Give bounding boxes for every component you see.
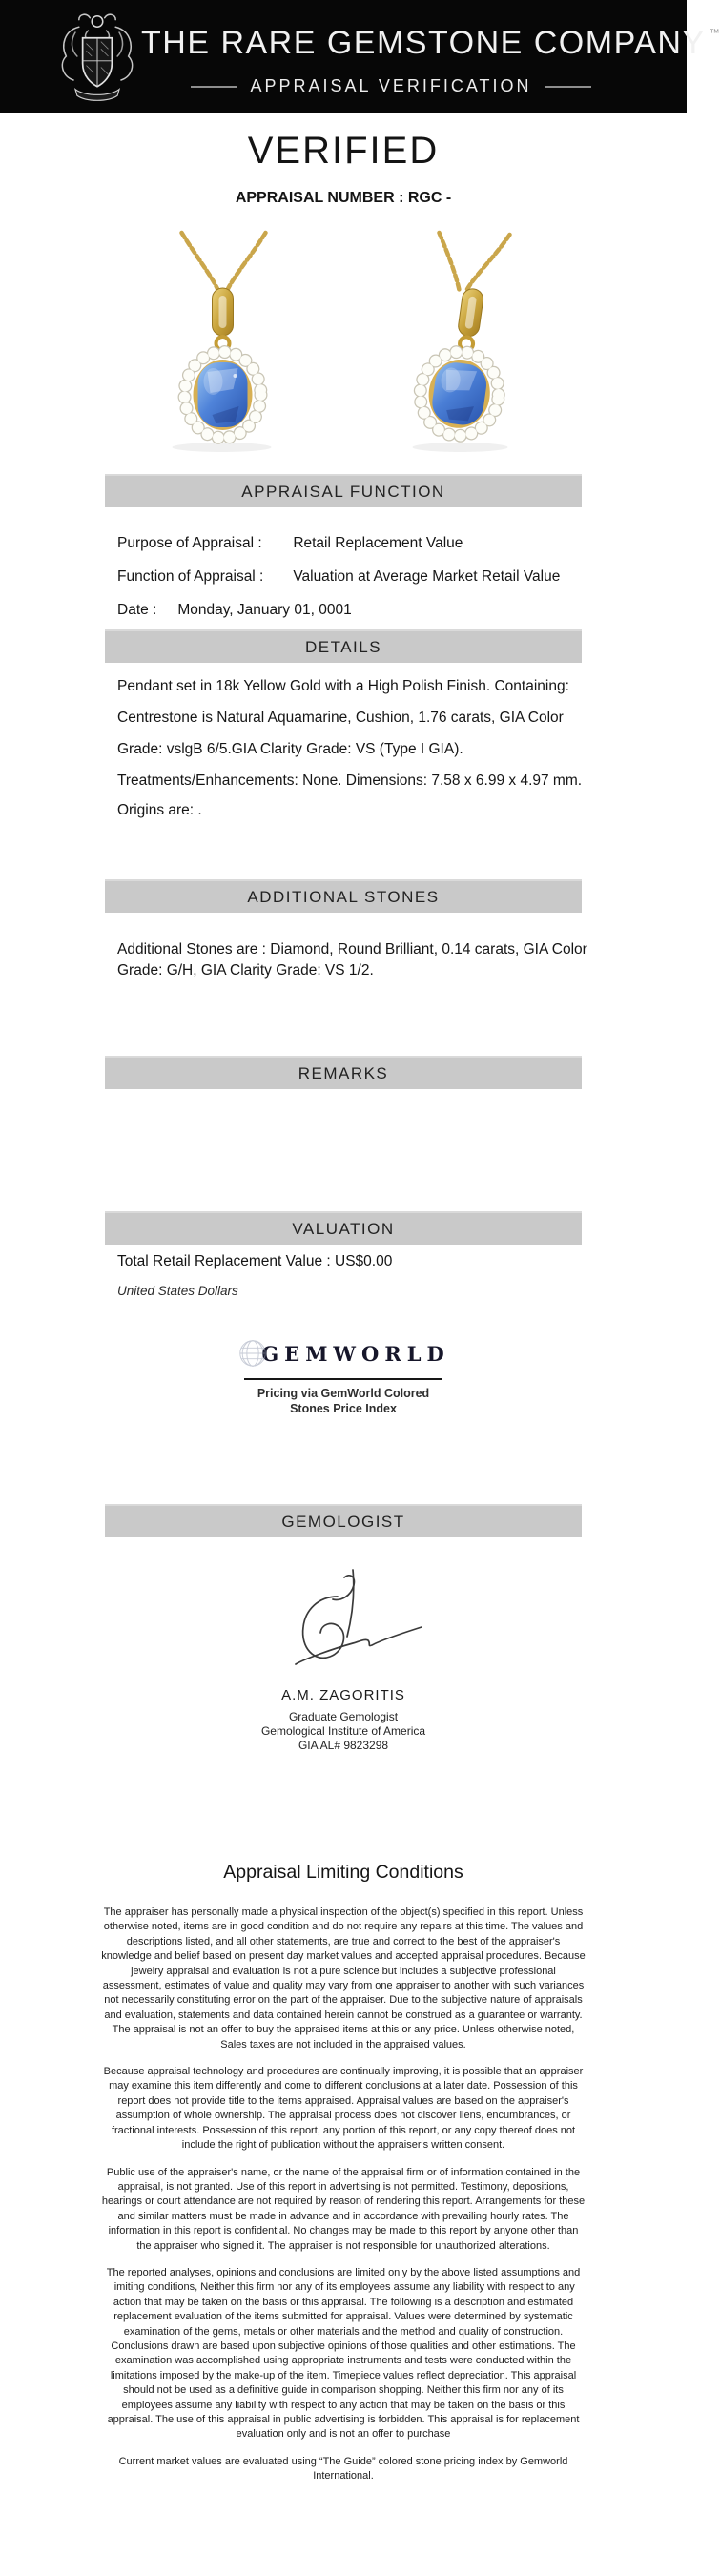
details-block bbox=[117, 670, 601, 824]
top-header bbox=[0, 0, 720, 113]
details-text: Pendant set in 18k Yellow Gold with a High Polish Finish. Containing: Centrestone is Natural Aquamarine, Cushion, 1.76 carats, GIA Color Grade: vslgB 6/5.GIA Clarity Grade: VS (Type I GIA). Treatments/Enhancements: None. Dimensions: 7.58 x 6.99 x 4.97 mm. bbox=[117, 678, 583, 789]
company-name bbox=[141, 25, 720, 62]
date-row bbox=[117, 593, 560, 627]
valuation-total: Total Retail Replacement Value : US$0.00 bbox=[117, 1253, 393, 1269]
limiting-paragraph-5: Current market values are evaluated using “The Guide” colored stone pricing index by Gemworld International. bbox=[118, 2455, 568, 2483]
limiting-paragraph-4: The reported analyses, opinions and conclusions are limited only by the above listed assumptions and limiting conditions, Neither this firm nor any of its employees assume any liability with respect to any action that may be taken on the basis or this appraisal. The following is a description and estimated replacement evaluation of the items submitted for appraisal. Values were determined by systematic examination of the gems, metals or other materials and the method and quality of construction. Conclusions drawn are based upon subjective opinions of those qualities and other estimations. The examination was accomplished using appropriate instruments and tests were conducted within the limitations imposed by the make-up of the item. Timepiece values reflect depreciation. This appraisal should not be used as a definitive guide in comparison shopping. Neither this firm nor any of its employees assume any liability with respect to any action that may be taken on the basis or this appraisal. The use of this appraisal in public advertising is forbidden. This appraisal is for replacement evaluation only and is not an offer to purchase bbox=[106, 2266, 581, 2441]
origins-text: Origins are: . bbox=[117, 802, 202, 818]
gemologist-institute: Gemological Institute of America bbox=[260, 1724, 426, 1738]
section-bar-details: DETAILS bbox=[105, 629, 582, 663]
limiting-paragraph-3: Public use of the appraiser's name, or the name of the appraisal firm or of information contained in the appraisal, is not granted. Use of this report in advertising is not permitted. Testimony, depositions, hearings or court attendance are not required by reason of rendering this report. Arrangements for these and similar matters must be made in advance and in accordance with prevailing hourly rates. The information in this report is confidential. No changes may be made to this report by anyone other than the appraiser who signed it. The appraiser is not responsible for unauthorized alterations. bbox=[101, 2166, 586, 2252]
purpose-value: Retail Replacement Value bbox=[293, 535, 463, 551]
gemworld-wordmark: GEMWORLD bbox=[261, 1341, 450, 1366]
section-bar-valuation: VALUATION bbox=[105, 1211, 582, 1245]
gemworld-caption-line2: Stones Price Index bbox=[290, 1402, 397, 1415]
header-subtitle bbox=[141, 76, 641, 96]
function-row bbox=[117, 560, 560, 593]
verified-heading: VERIFIED bbox=[247, 130, 440, 172]
subtitle-rule-left-icon bbox=[191, 86, 237, 88]
purpose-row bbox=[117, 526, 560, 560]
date-value: Monday, January 01, 0001 bbox=[177, 602, 352, 618]
globe-icon bbox=[237, 1337, 269, 1370]
header-subtitle-text: APPRAISAL VERIFICATION bbox=[250, 76, 532, 95]
limiting-conditions-text bbox=[101, 1906, 586, 2497]
section-bar-remarks: REMARKS bbox=[105, 1056, 582, 1089]
currency-note: United States Dollars bbox=[117, 1284, 238, 1298]
gemologist-credential: Graduate Gemologist bbox=[288, 1710, 399, 1723]
pendant-illustration-1 bbox=[110, 238, 334, 458]
pendant-illustration-2 bbox=[348, 238, 572, 458]
purpose-label: Purpose of Appraisal : bbox=[117, 535, 262, 551]
gemworld-caption-line1: Pricing via GemWorld Colored bbox=[257, 1387, 430, 1400]
function-label: Function of Appraisal : bbox=[117, 568, 264, 585]
subtitle-rule-right-icon bbox=[545, 86, 591, 88]
pendant-photo-1 bbox=[110, 238, 334, 458]
company-name-text: THE RARE GEMSTONE COMPANY bbox=[141, 25, 706, 61]
trademark-symbol: ™ bbox=[709, 28, 720, 39]
gemworld-underline bbox=[244, 1378, 442, 1380]
limiting-conditions-title: Appraisal Limiting Conditions bbox=[223, 1862, 463, 1883]
additional-stones-text: Additional Stones are : Diamond, Round Brilliant, 0.14 carats, GIA Color Grade: G/H, GIA Clarity Grade: VS 1/2. bbox=[117, 941, 587, 979]
section-bar-additional-stones: ADDITIONAL STONES bbox=[105, 879, 582, 913]
gemologist-license: GIA AL# 9823298 bbox=[298, 1739, 389, 1752]
section-bar-appraisal-function: APPRAISAL FUNCTION bbox=[105, 474, 582, 507]
limiting-paragraph-2: Because appraisal technology and procedures are continually improving, it is possible that an appraiser may examine this item differently and come to different conclusions at a later date. Possession of this report does not provide title to the items appraised. Appraisal values are based on the appraiser's assumption of whole ownership. The appraisal process does not discover liens, encumbrances, or fractional interests. Possession of this report, any portion of this report, or any copy thereof does not include the right of publication without the appraiser's written consent. bbox=[103, 2066, 584, 2152]
gemworld-logo bbox=[0, 1337, 687, 1416]
gemworld-wordmark-row bbox=[237, 1337, 450, 1370]
pendant-photos bbox=[110, 238, 577, 458]
date-label: Date : bbox=[117, 602, 157, 618]
pendant-photo-2 bbox=[348, 238, 572, 458]
gemologist-signature bbox=[246, 1564, 437, 1688]
appraisal-number: APPRAISAL NUMBER : RGC - bbox=[235, 190, 452, 206]
appraisal-function-rows bbox=[117, 526, 560, 627]
section-bar-gemologist: GEMOLOGIST bbox=[105, 1504, 582, 1537]
company-crest-icon bbox=[51, 10, 143, 102]
gemologist-name: A.M. ZAGORITIS bbox=[281, 1687, 405, 1703]
limiting-paragraph-1: The appraiser has personally made a physical inspection of the object(s) specified in this report. Unless otherwise noted, items are in good condition and do not require any repairs at this time. The values and descriptions listed, and all other statements, are true and correct to the best of the appraiser's knowledge and belief based on present day market values and accepted appraisal procedures. Because jewelry appraisal and evaluation is not a pure science but includes a subjective professional assessment, estimates of value and quality may vary from one appraiser to another with such variances not necessarily constituting error on the part of the appraiser. Due to the subjective nature of appraisals and evaluation, statements and data contained herein cannot be construed as a guarantee or warranty. The appraisal is not an offer to buy the appraised items at this or any price. Unless otherwise noted, Sales taxes are not included in the appraised values. bbox=[101, 1906, 586, 2050]
function-value: Valuation at Average Market Retail Value bbox=[293, 568, 561, 585]
